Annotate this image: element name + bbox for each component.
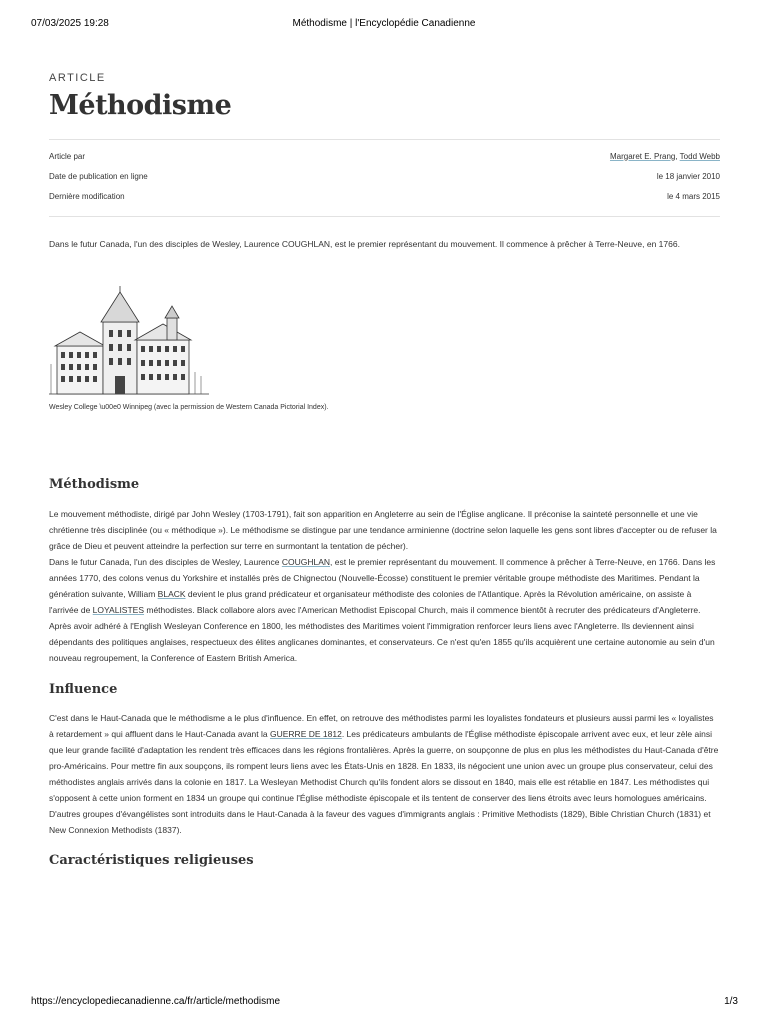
building-illustration-icon — [49, 284, 209, 398]
page-title: Méthodisme — [49, 90, 232, 121]
article-figure — [49, 284, 720, 411]
print-footer — [0, 994, 768, 1024]
print-datetime: 07/03/2025 19:28 — [31, 18, 109, 29]
link-guerre-1812[interactable]: GUERRE DE 1812 — [270, 729, 342, 739]
author-separator: , — [675, 151, 680, 161]
text-segment: C'est dans le Haut-Canada que le méthodisme a le plus d'influence. En effet, on retrouve des méthodistes parmi les loyalistes fondateurs et plusieurs aussi parmi les « loyalistes à retardement » qui affluent dans le Haut-Canada avant la — [49, 713, 714, 739]
methodisme-paragraph-1: Le mouvement méthodiste, dirigé par John Wesley (1703-1791), fait son apparition en Angleterre au sein de l'Église anglicane. Il préconise la sainteté personnelle et une vie chrétienne très disciplinée (ou « méthodique »). Le méthodisme se distingue par une tendance arminienne (doctrine selon laquelle les gens sont libres d'accepter ou de refuser la grâce de Dieu et peuvent atteindre la perfection sur terre en surmontant la tentation de pécher). — [49, 509, 717, 551]
modified-value: le 4 mars 2015 — [667, 191, 720, 201]
print-url: https://encyclopediecanadienne.ca/fr/article/methodisme — [31, 996, 281, 1007]
published-value: le 18 janvier 2010 — [656, 171, 720, 181]
section-body-methodisme — [49, 506, 720, 666]
section-body-influence — [49, 710, 720, 838]
link-black[interactable]: BLACK — [157, 589, 186, 599]
section-heading-caracteristiques: Caractéristiques religieuses — [49, 853, 254, 868]
text-segment: . Les prédicateurs ambulants de l'Église méthodiste épiscopale arrivent avec eux, et leur zèle ainsi que leur grande facilité d'adaptation les rendent très efficaces dans les régions frontalières. Après la guerre, on soupçonne de plus en plus les méthodistes du Haut-Canada d'être pro-Américains. Pour mettre fin aux soupçons, ils rompent leurs liens avec les États-Unis en 1828. En 1833, ils négocient une union avec un groupe plus conservateur, celui des méthodistes anglais arrivés dans la colonie en 1817. La Wesleyan Methodist Church qu'ils fondent alors se dissout en 1840, mais elle est rétablie en 1847. Les méthodistes qui s'opposent à cette union forment en 1834 un groupe qui continue l'Église méthodiste épiscopale et ils tentent de conserver des liens étroits avec leurs homologues américains. D'autres groupes d'évangélistes sont introduits dans le Haut-Canada à la faveur des vagues d'immigrants anglais : Primitive Methodists (1829), Bible Christian Church (1831) et New Connexion Methodists (1837). — [49, 729, 719, 835]
text-segment: méthodistes. Black collabore alors avec l'American Methodist Episcopal Church, mais il commence bientôt à recruter des prédicateurs d'Angleterre. Après avoir adhéré à l'English Wesleyan Conference en 1800, les méthodistes des Maritimes voient l'immigration renforcer leurs liens avec l'Angleterre. Ils deviennent ainsi dépendants des politiques anglaises, respectueux des élites anglicanes dominantes, et conservateurs. Ce n'est qu'en 1855 qu'ils acquièrent une certaine autonomie au sein d'un nouveau regroupement, la Conference of Eastern British America. — [49, 605, 715, 663]
text-segment: , est le premier représentant du mouvement. Il commence à prêcher à Terre-Neuve, en 1766. Dans les années 1770, des colons venus du Yorkshire et installés près de Chignectou (Nouvelle-Écosse) constituent le premier véritable groupe méthodiste des Maritimes. Pendant la génération suivante, William — [49, 557, 716, 599]
meta-author-row — [49, 146, 720, 166]
text-segment: Dans le futur Canada, l'un des disciples de Wesley, Laurence — [49, 557, 282, 567]
section-heading-influence: Influence — [49, 682, 118, 697]
published-label: Date de publication en ligne — [49, 171, 148, 181]
meta-modified-row — [49, 186, 720, 206]
article-meta — [49, 139, 720, 217]
author-label: Article par — [49, 151, 86, 161]
author-value — [610, 152, 720, 161]
intro-paragraph: Dans le futur Canada, l'un des disciples de Wesley, Laurence COUGHLAN, est le premier représentant du mouvement. Il commence à prêcher à Terre-Neuve, en 1766. — [49, 239, 680, 249]
modified-label: Dernière modification — [49, 191, 125, 201]
article-eyebrow: ARTICLE — [49, 72, 106, 84]
print-doc-title: Méthodisme | l'Encyclopédie Canadienne — [292, 18, 476, 29]
methodisme-paragraph-2 — [49, 554, 720, 666]
text-segment: devient le plus grand prédicateur et organisateur méthodiste des colonies de l'Atlantique. Après la Révolution américaine, on assiste à l'arrivée de — [49, 589, 692, 615]
link-loyalistes[interactable]: LOYALISTES — [92, 605, 145, 615]
print-page-number: 1/3 — [724, 996, 738, 1007]
print-header — [0, 0, 768, 40]
article — [49, 70, 720, 868]
section-heading-methodisme: Méthodisme — [49, 477, 140, 492]
influence-paragraph — [49, 710, 720, 838]
author-link-webb[interactable]: Todd Webb — [679, 151, 720, 161]
link-coughlan[interactable]: COUGHLAN — [281, 557, 331, 567]
figure-caption: Wesley College \u00e0 Winnipeg (avec la permission de Western Canada Pictorial Index). — [49, 404, 329, 411]
meta-published-row — [49, 166, 720, 186]
author-link-prang[interactable]: Margaret E. Prang — [609, 151, 676, 161]
